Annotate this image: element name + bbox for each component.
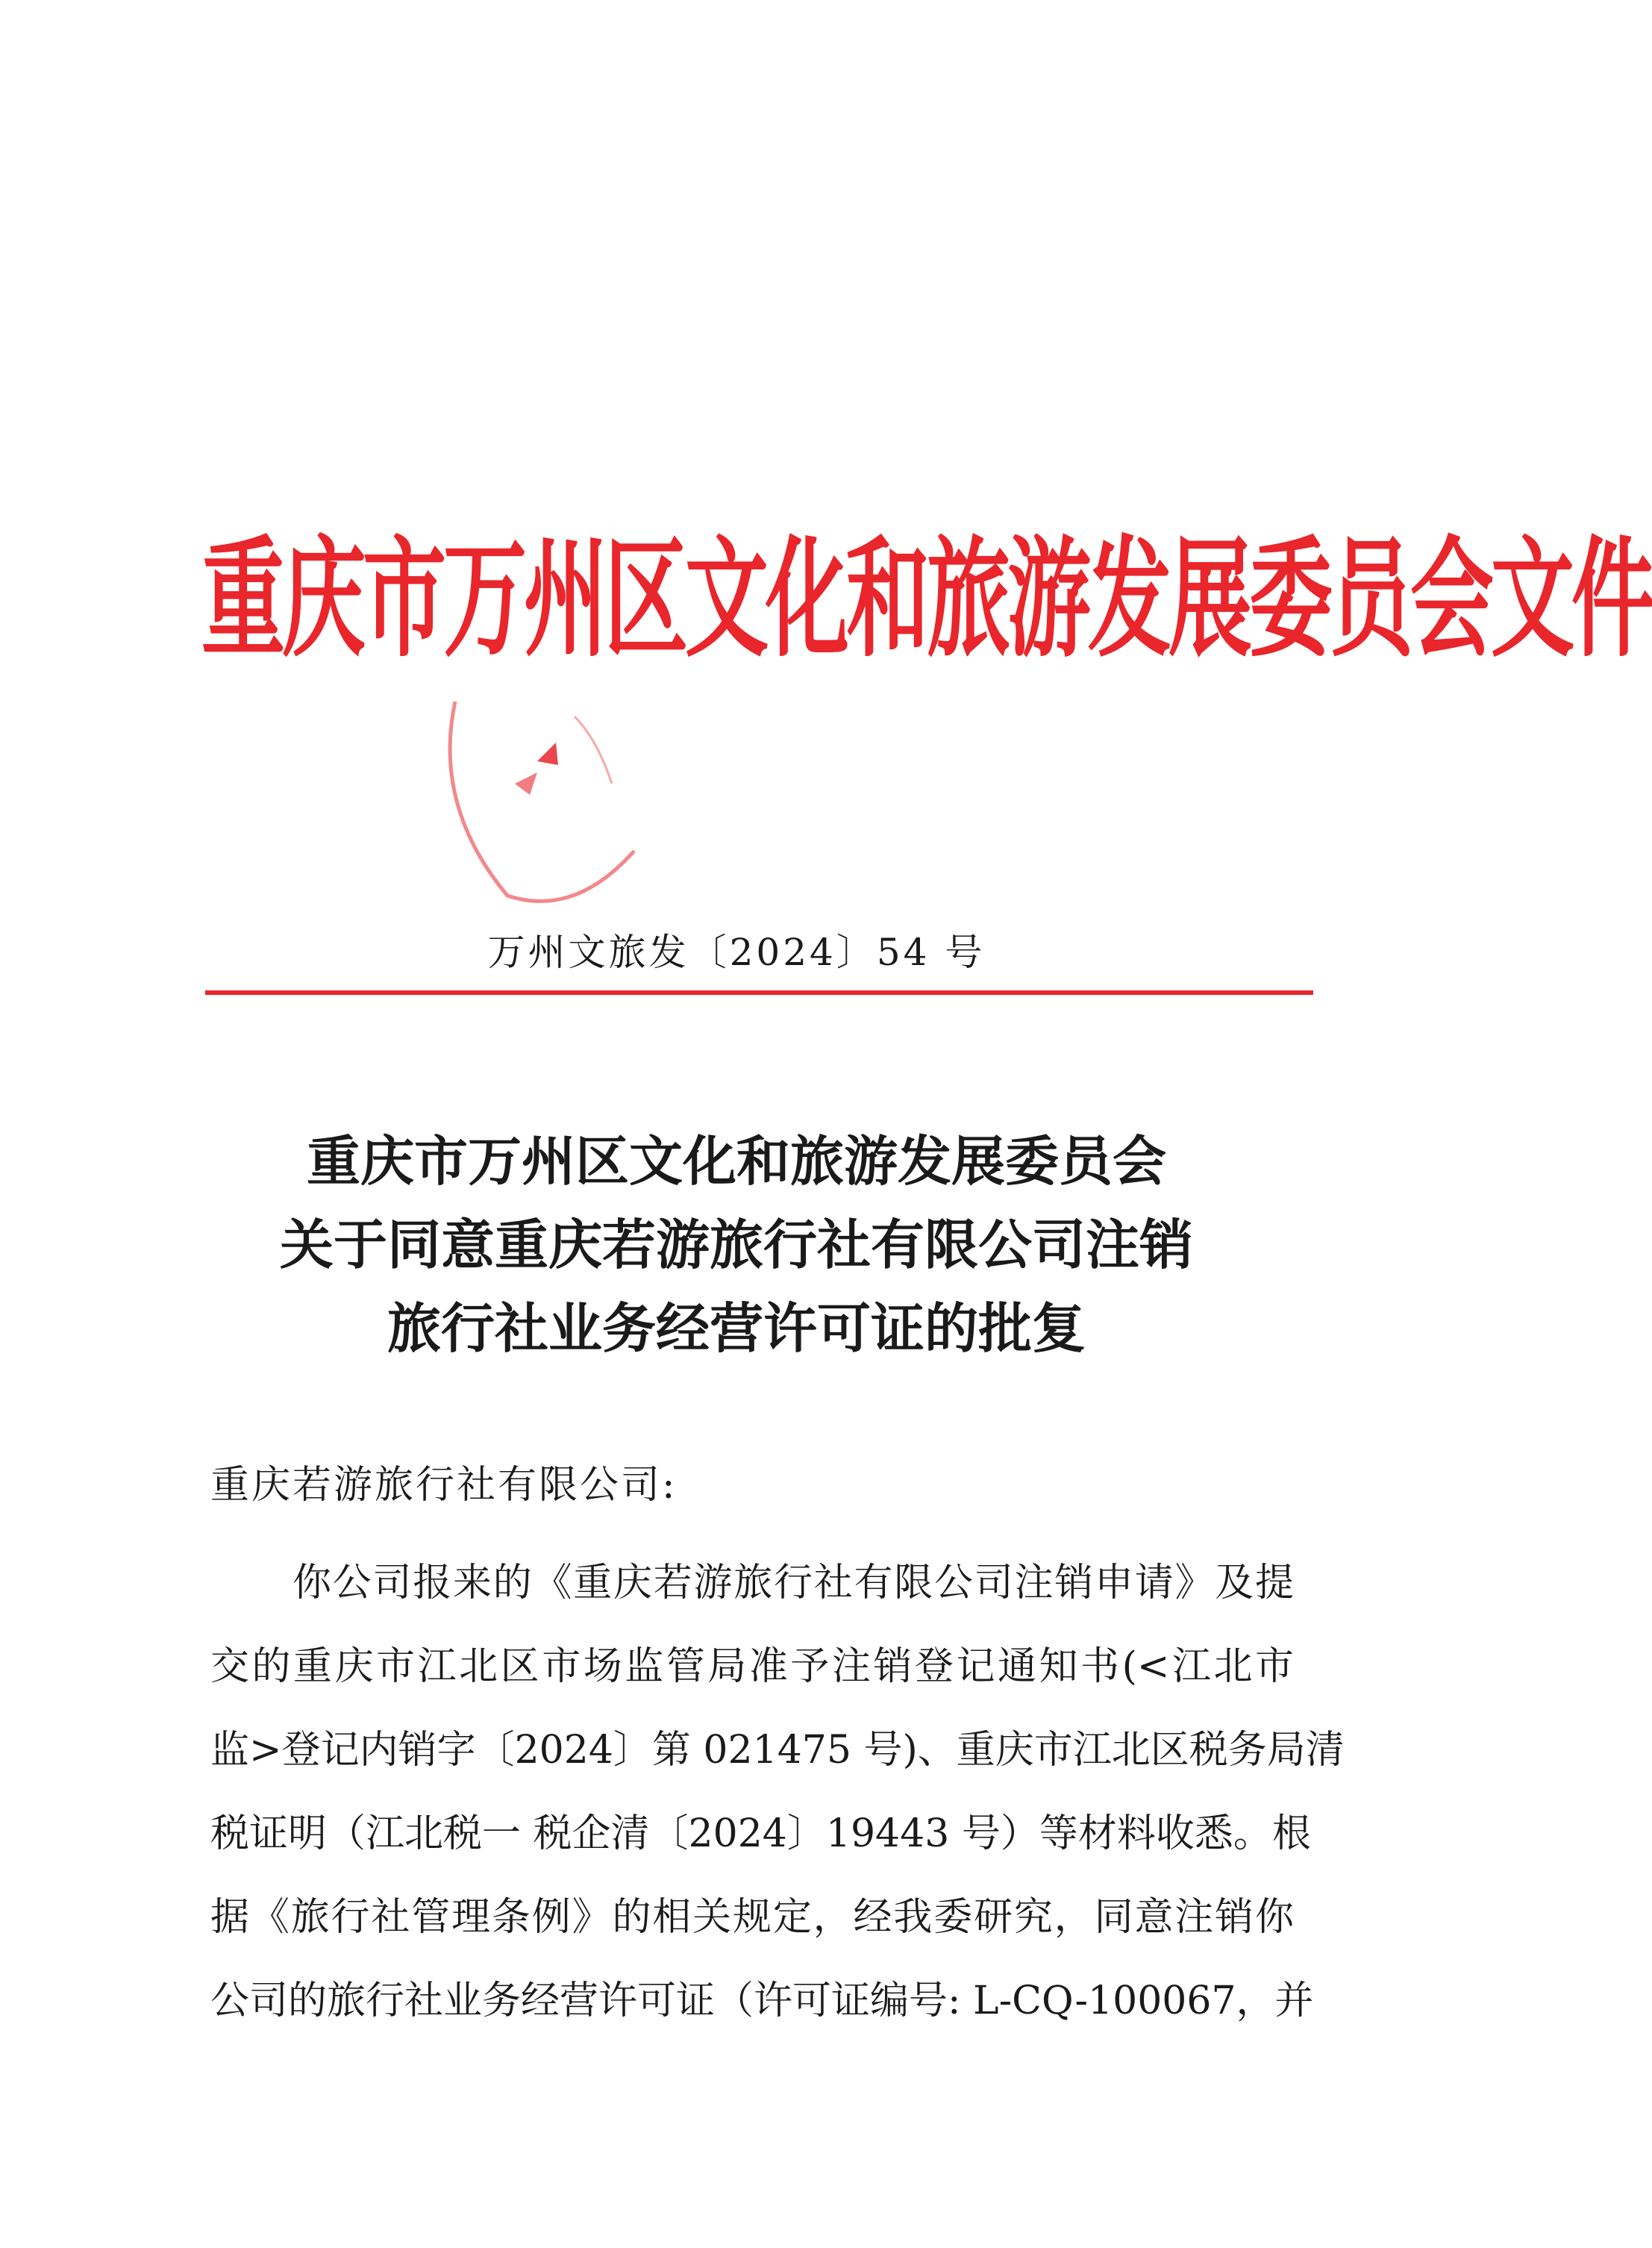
seal-impression	[425, 672, 649, 918]
body-line: 你公司报来的《重庆若游旅行社有限公司注销申请》及提	[292, 1561, 1294, 1605]
title-line: 重庆市万州区文化和旅游发展委员会	[306, 1130, 1166, 1193]
title-line: 旅行社业务经营许可证的批复	[387, 1297, 1086, 1360]
body-line: 交的重庆市江北区市场监管局准予注销登记通知书(<江北市	[210, 1644, 1294, 1689]
body-line: 据《旅行社管理条例》的相关规定，经我委研究，同意注销你	[210, 1895, 1294, 1940]
body-text	[210, 1541, 1345, 2043]
document-title	[0, 1120, 1473, 1370]
red-divider-line	[205, 990, 1313, 995]
addressee: 重庆若游旅行社有限公司:	[210, 1463, 678, 1508]
masthead-title: 重庆市万州区文化和旅游发展委员会文件	[201, 525, 1652, 675]
body-line: 税证明（江北税一 税企清〔2024〕19443 号）等材料收悉。根	[210, 1811, 1311, 1856]
title-line: 关于同意重庆若游旅行社有限公司注销	[279, 1214, 1193, 1276]
body-line: 公司的旅行社业务经营许可证（许可证编号: L-CQ-100067，并	[210, 1979, 1314, 2023]
document-number: 万州文旅发〔2024〕54 号	[487, 931, 986, 974]
body-line: 监>登记内销字〔2024〕第 021475 号)、重庆市江北区税务局清	[210, 1728, 1345, 1773]
